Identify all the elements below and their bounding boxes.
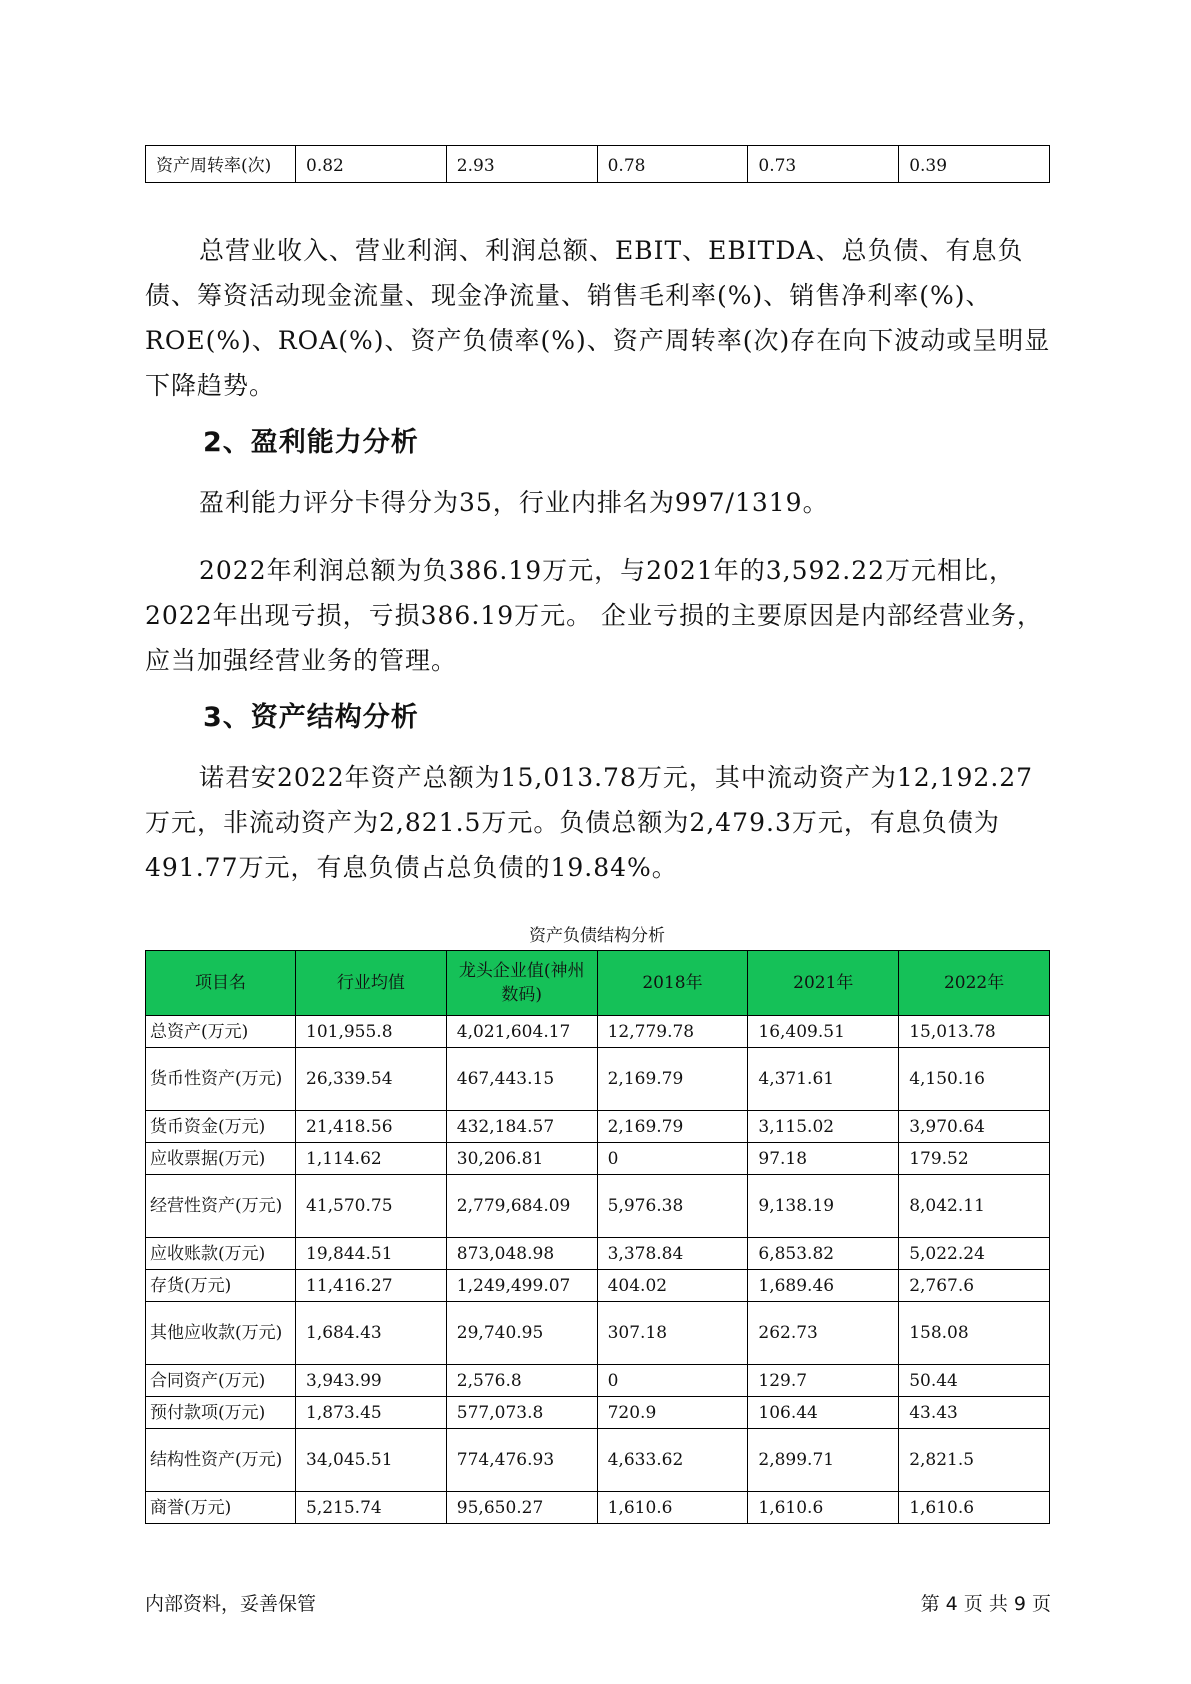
table-cell: 3,115.02 <box>748 1111 899 1143</box>
column-header: 龙头企业值(神州数码) <box>446 951 597 1016</box>
row-label: 应收账款(万元) <box>146 1238 296 1270</box>
table-header-row <box>146 951 1050 1016</box>
table-cell: 1,689.46 <box>748 1270 899 1302</box>
row-label: 总资产(万元) <box>146 1016 296 1048</box>
table-cell: 467,443.15 <box>446 1048 597 1111</box>
table-row <box>146 1016 1050 1048</box>
table-cell: 21,418.56 <box>296 1111 447 1143</box>
assets-paragraph: 诺君安2022年资产总额为15,013.78万元，其中流动资产为12,192.27万元，非流动资产为2,821.5万元。负债总额为2,479.3万元，有息负债为491.77万元，有息负债占总负债的19.84%。 <box>145 763 1034 882</box>
table-cell: 95,650.27 <box>446 1492 597 1524</box>
table-cell: 0.39 <box>899 146 1050 183</box>
balance-sheet-table <box>145 950 1050 1524</box>
table-cell: 1,249,499.07 <box>446 1270 597 1302</box>
table-body <box>146 1016 1050 1524</box>
table-cell: 404.02 <box>597 1270 748 1302</box>
table-cell: 4,021,604.17 <box>446 1016 597 1048</box>
column-header: 2018年 <box>597 951 748 1016</box>
table-cell: 1,610.6 <box>899 1492 1050 1524</box>
score-paragraph: 盈利能力评分卡得分为35，行业内排名为997/1319。 <box>199 488 829 517</box>
table-row <box>146 1270 1050 1302</box>
table-cell: 101,955.8 <box>296 1016 447 1048</box>
table-cell: 16,409.51 <box>748 1016 899 1048</box>
table-row <box>146 1238 1050 1270</box>
table-cell: 30,206.81 <box>446 1143 597 1175</box>
table-row <box>146 1302 1050 1365</box>
table-cell: 2,576.8 <box>446 1365 597 1397</box>
row-label: 商誉(万元) <box>146 1492 296 1524</box>
table-row <box>146 1048 1050 1111</box>
table-cell: 4,371.61 <box>748 1048 899 1111</box>
table-row <box>146 1492 1050 1524</box>
table-cell: 2,169.79 <box>597 1048 748 1111</box>
table-cell: 1,114.62 <box>296 1143 447 1175</box>
table-row <box>146 1397 1050 1429</box>
table-row <box>146 1111 1050 1143</box>
table-cell: 97.18 <box>748 1143 899 1175</box>
table-cell: 158.08 <box>899 1302 1050 1365</box>
table-cell: 5,215.74 <box>296 1492 447 1524</box>
profit-paragraph: 2022年利润总额为负386.19万元，与2021年的3,592.22万元相比，2022年出现亏损，亏损386.19万元。 企业亏损的主要原因是内部经营业务，应当加强经营业务的管理。 <box>145 556 1044 675</box>
table-cell: 19,844.51 <box>296 1238 447 1270</box>
row-label: 应收票据(万元) <box>146 1143 296 1175</box>
table-cell: 2,899.71 <box>748 1429 899 1492</box>
table-cell: 3,378.84 <box>597 1238 748 1270</box>
table-cell: 0 <box>597 1365 748 1397</box>
table-row <box>146 1175 1050 1238</box>
row-label: 资产周转率(次) <box>146 146 296 183</box>
row-label: 预付款项(万元) <box>146 1397 296 1429</box>
table-cell: 1,684.43 <box>296 1302 447 1365</box>
row-label: 合同资产(万元) <box>146 1365 296 1397</box>
section-heading-structure: 3、资产结构分析 <box>203 702 419 733</box>
section-heading-profitability: 2、盈利能力分析 <box>203 427 419 458</box>
table-cell: 9,138.19 <box>748 1175 899 1238</box>
row-label: 结构性资产(万元) <box>146 1429 296 1492</box>
table-cell: 2,821.5 <box>899 1429 1050 1492</box>
row-label: 货币资金(万元) <box>146 1111 296 1143</box>
column-header: 行业均值 <box>296 951 447 1016</box>
table-cell: 3,970.64 <box>899 1111 1050 1143</box>
table-cell: 179.52 <box>899 1143 1050 1175</box>
table-cell: 577,073.8 <box>446 1397 597 1429</box>
table-cell: 43.43 <box>899 1397 1050 1429</box>
table-cell: 1,873.45 <box>296 1397 447 1429</box>
column-header: 2021年 <box>748 951 899 1016</box>
table-cell: 8,042.11 <box>899 1175 1050 1238</box>
table-cell: 1,610.6 <box>597 1492 748 1524</box>
table-cell: 2,169.79 <box>597 1111 748 1143</box>
table-cell: 262.73 <box>748 1302 899 1365</box>
table-row <box>146 1365 1050 1397</box>
table-cell: 3,943.99 <box>296 1365 447 1397</box>
table-cell: 50.44 <box>899 1365 1050 1397</box>
row-label: 其他应收款(万元) <box>146 1302 296 1365</box>
table-cell: 129.7 <box>748 1365 899 1397</box>
table-cell: 1,610.6 <box>748 1492 899 1524</box>
table-cell: 0.82 <box>296 146 447 183</box>
table-cell: 2.93 <box>446 146 597 183</box>
footer-page-number: 第 4 页 共 9 页 <box>920 1593 1051 1615</box>
row-label: 经营性资产(万元) <box>146 1175 296 1238</box>
row-label: 存货(万元) <box>146 1270 296 1302</box>
table-cell: 15,013.78 <box>899 1016 1050 1048</box>
table-cell: 0.78 <box>597 146 748 183</box>
table-row <box>146 1143 1050 1175</box>
table-cell: 41,570.75 <box>296 1175 447 1238</box>
trend-paragraph: 总营业收入、营业利润、利润总额、EBIT、EBITDA、总负债、有息负债、筹资活动现金流量、现金净流量、销售毛利率(%)、销售净利率(%)、ROE(%)、ROA(%)、资产负债率(%)、资产周转率(次)存在向下波动或呈明显下降趋势。 <box>145 236 1051 400</box>
table-cell: 4,150.16 <box>899 1048 1050 1111</box>
asset-turnover-table <box>145 145 1050 183</box>
table-cell: 2,779,684.09 <box>446 1175 597 1238</box>
table-row <box>146 146 1050 183</box>
table-cell: 11,416.27 <box>296 1270 447 1302</box>
table-cell: 774,476.93 <box>446 1429 597 1492</box>
table-cell: 873,048.98 <box>446 1238 597 1270</box>
table-cell: 5,022.24 <box>899 1238 1050 1270</box>
footer-confidential: 内部资料，妥善保管 <box>145 1593 317 1615</box>
table-caption: 资产负债结构分析 <box>529 926 665 946</box>
column-header: 2022年 <box>899 951 1050 1016</box>
table-cell: 0 <box>597 1143 748 1175</box>
table-cell: 0.73 <box>748 146 899 183</box>
table-cell: 106.44 <box>748 1397 899 1429</box>
table-cell: 4,633.62 <box>597 1429 748 1492</box>
table-row <box>146 1429 1050 1492</box>
table-cell: 720.9 <box>597 1397 748 1429</box>
table-cell: 6,853.82 <box>748 1238 899 1270</box>
table-cell: 2,767.6 <box>899 1270 1050 1302</box>
row-label: 货币性资产(万元) <box>146 1048 296 1111</box>
table-cell: 5,976.38 <box>597 1175 748 1238</box>
table-cell: 34,045.51 <box>296 1429 447 1492</box>
column-header: 项目名 <box>146 951 296 1016</box>
table-cell: 26,339.54 <box>296 1048 447 1111</box>
table-cell: 307.18 <box>597 1302 748 1365</box>
table-cell: 432,184.57 <box>446 1111 597 1143</box>
table-cell: 29,740.95 <box>446 1302 597 1365</box>
table-cell: 12,779.78 <box>597 1016 748 1048</box>
